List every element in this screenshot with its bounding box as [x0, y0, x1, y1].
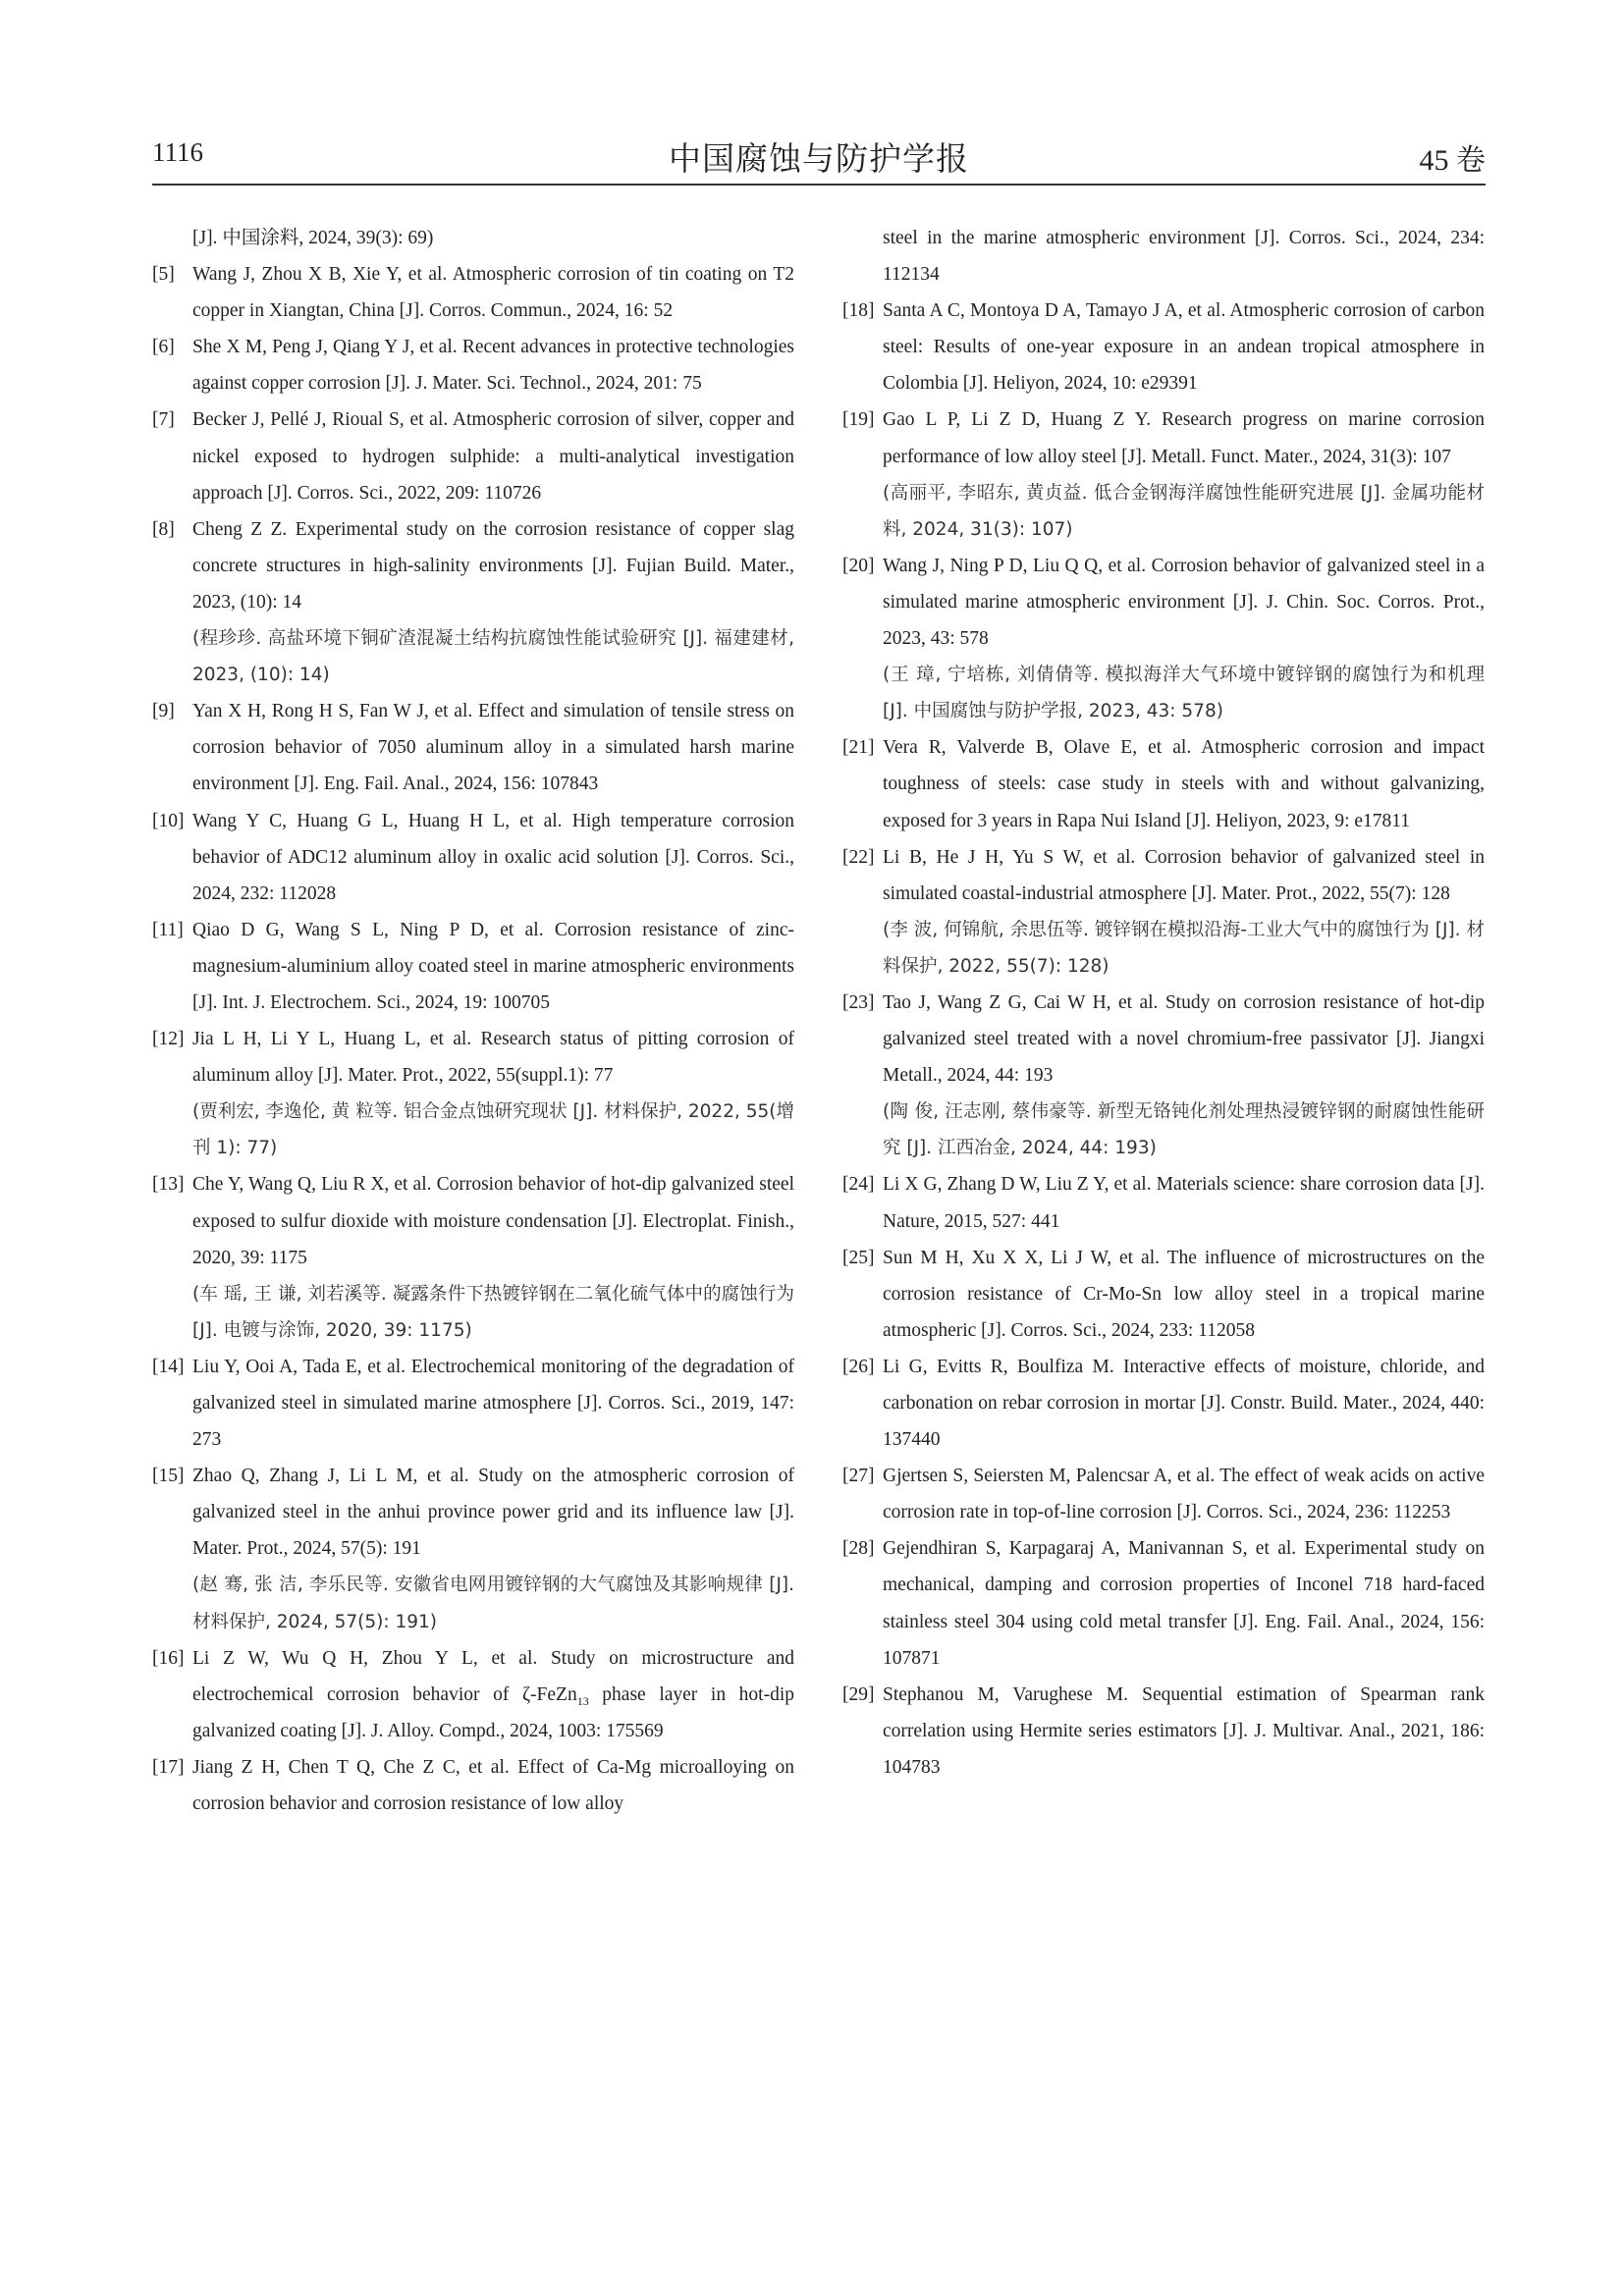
reference-number: [11] — [152, 919, 184, 940]
reference-text: Wang Y C, Huang G L, Huang H L, et al. High temperature corrosion behavior of ADC12 aluminum alloy in oxalic acid solution [J]. Corros. Sci., 2024, 232: 112028 — [192, 810, 794, 904]
reference-number: [14] — [152, 1356, 185, 1377]
reference-item — [842, 729, 1485, 838]
reference-chinese-text: (车 瑶, 王 谦, 刘若溪等. 凝露条件下热镀锌钢在二氧化硫气体中的腐蚀行为 [J]. 电镀与涂饰, 2020, 39: 1175) — [192, 1283, 794, 1341]
journal-title: 中国腐蚀与防护学报 — [669, 142, 969, 178]
reference-item — [152, 220, 794, 256]
reference-item — [152, 1640, 794, 1749]
reference-chinese-text: (高丽平, 李昭东, 黄贞益. 低合金钢海洋腐蚀性能研究进展 [J]. 金属功能材料, 2024, 31(3): 107) — [883, 482, 1485, 540]
reference-item — [842, 1240, 1485, 1349]
reference-text: Tao J, Wang Z G, Cai W H, et al. Study on corrosion resistance of hot-dip galvanized steel treated with a novel chromium-free passivator [J]. Jiangxi Metall., 2024, 44: 193 — [883, 991, 1485, 1087]
page-number: 1116 — [152, 137, 203, 167]
reference-text: Li X G, Zhang D W, Liu Z Y, et al. Materials science: share corrosion data [J]. Nature, 2015, 527: 441 — [883, 1174, 1485, 1232]
reference-number: [17] — [152, 1756, 185, 1778]
reference-chinese-text: (陶 俊, 汪志刚, 蔡伟豪等. 新型无铬钝化剂处理热浸镀锌钢的耐腐蚀性能研究 [J]. 江西冶金, 2024, 44: 193) — [883, 1101, 1485, 1159]
reference-text: Zhao Q, Zhang J, Li L M, et al. Study on the atmospheric corrosion of galvanized steel in the anhui province power grid and its influence law [J]. Mater. Prot., 2024, 57(5): 191 — [192, 1466, 794, 1560]
reference-item — [842, 839, 1485, 985]
reference-text: Gjertsen S, Seiersten M, Palencsar A, et al. The effect of weak acids on active corrosion rate in top-of-line corrosion [J]. Corros. Sci., 2024, 236: 112253 — [883, 1466, 1485, 1523]
reference-item — [152, 693, 794, 802]
reference-item — [152, 803, 794, 912]
reference-text: Qiao D G, Wang S L, Ning P D, et al. Corrosion resistance of zinc-magnesium-aluminium alloy coated steel in marine atmospheric environments [J]. Int. J. Electrochem. Sci., 2024, 19: 100705 — [192, 919, 794, 1013]
reference-number: [18] — [842, 300, 875, 322]
reference-number: [29] — [842, 1683, 875, 1705]
reference-text: [J]. 中国涂料, 2024, 39(3): 69) — [192, 228, 434, 248]
page-header — [152, 137, 1486, 183]
reference-number: [21] — [842, 737, 875, 759]
reference-number: [26] — [842, 1356, 875, 1377]
reference-number: [8] — [152, 518, 175, 540]
reference-item — [842, 548, 1485, 729]
reference-text: Liu Y, Ooi A, Tada E, et al. Electrochemical monitoring of the degradation of galvanized steel in simulated marine atmosphere [J]. Corros. Sci., 2019, 147: 273 — [192, 1356, 794, 1451]
reference-text: She X M, Peng J, Qiang Y J, et al. Recent advances in protective technologies against copper corrosion [J]. J. Mater. Sci. Technol., 2024, 201: 75 — [192, 337, 794, 395]
reference-item — [152, 1021, 794, 1166]
reference-number: [5] — [152, 264, 175, 286]
reference-number: [10] — [152, 810, 185, 831]
reference-chinese-text: (李 波, 何锦航, 余思伍等. 镀锌钢在模拟沿海-工业大气中的腐蚀行为 [J]. 材料保护, 2022, 55(7): 128) — [883, 919, 1485, 977]
reference-item — [152, 1166, 794, 1348]
reference-item — [152, 329, 794, 401]
reference-item — [152, 256, 794, 329]
reference-item — [842, 1458, 1485, 1530]
reference-text: Gejendhiran S, Karpagaraj A, Manivannan S, et al. Experimental study on mechanical, damping and corrosion properties of Inconel 718 hard-faced stainless steel 304 using cold metal transfer [J]. Eng. Fail. Anal., 2024, 156: 107871 — [883, 1538, 1485, 1669]
reference-number: [12] — [152, 1029, 185, 1050]
reference-text: Jiang Z H, Chen T Q, Che Z C, et al. Effect of Ca-Mg microalloying on corrosion behavior and corrosion resistance of low alloy — [192, 1756, 794, 1815]
reference-chinese-text: (程珍珍. 高盐环境下铜矿渣混凝土结构抗腐蚀性能试验研究 [J]. 福建建材, 2023, (10): 14) — [192, 628, 794, 686]
reference-text: Santa A C, Montoya D A, Tamayo J A, et al. Atmospheric corrosion of carbon steel: Results of one-year exposure in an andean tropical atmosphere in Colombia [J]. Heliyon, 2024, 10: e29391 — [883, 300, 1485, 395]
reference-number: [19] — [842, 409, 875, 431]
reference-text: Becker J, Pellé J, Rioual S, et al. Atmospheric corrosion of silver, copper and nickel exposed to hydrogen sulphide: a multi-analytical investigation approach [J]. Corros. Sci., 2022, 209: 110726 — [192, 409, 794, 504]
reference-column-left — [152, 220, 794, 1822]
reference-chinese-text: (王 璋, 宁培栋, 刘倩倩等. 模拟海洋大气环境中镀锌钢的腐蚀行为和机理 [J]. 中国腐蚀与防护学报, 2023, 43: 578) — [883, 665, 1485, 722]
reference-text: Li Z W, Wu Q H, Zhou Y L, et al. Study on microstructure and electrochemical corrosion behavior of ζ-FeZn — [192, 1647, 794, 1705]
reference-text: Gao L P, Li Z D, Huang Z Y. Research progress on marine corrosion performance of low alloy steel [J]. Metall. Funct. Mater., 2024, 31(3): 107 — [883, 409, 1485, 467]
reference-number: [25] — [842, 1247, 875, 1268]
reference-number: [28] — [842, 1538, 875, 1560]
reference-text: Wang J, Ning P D, Liu Q Q, et al. Corrosion behavior of galvanized steel in a simulated marine atmospheric environment [J]. J. Chin. Soc. Corros. Prot., 2023, 43: 578 — [883, 555, 1485, 650]
reference-item — [842, 1677, 1485, 1786]
reference-text: Li B, He J H, Yu S W, et al. Corrosion behavior of galvanized steel in simulated coastal-industrial atmosphere [J]. Mater. Prot., 2022, 55(7): 128 — [883, 846, 1485, 904]
reference-item — [152, 1349, 794, 1458]
subscript-text: 13 — [576, 1693, 589, 1708]
reference-item — [152, 1458, 794, 1639]
reference-number: [22] — [842, 846, 875, 868]
reference-text: Yan X H, Rong H S, Fan W J, et al. Effect and simulation of tensile stress on corrosion behavior of 7050 aluminum alloy in a simulated harsh marine environment [J]. Eng. Fail. Anal., 2024, 156: 107843 — [192, 701, 794, 795]
reference-number: [27] — [842, 1466, 875, 1487]
reference-number: [23] — [842, 991, 875, 1013]
reference-text: Vera R, Valverde B, Olave E, et al. Atmospheric corrosion and impact toughness of steels: case study in steels with and without galvanizing, exposed for 3 years in Rapa Nui Island [J]. Heliyon, 2023, 9: e17811 — [883, 737, 1485, 831]
reference-number: [24] — [842, 1174, 875, 1196]
reference-text: Cheng Z Z. Experimental study on the corrosion resistance of copper slag concrete structures in high-salinity environments [J]. Fujian Build. Mater., 2023, (10): 14 — [192, 518, 794, 613]
reference-text-continued: phase layer in hot-dip galvanized coating [J]. J. Alloy. Compd., 2024, 1003: 175569 — [192, 1683, 794, 1741]
header-rule — [152, 184, 1486, 186]
reference-text: Stephanou M, Varughese M. Sequential estimation of Spearman rank correlation using Hermite series estimators [J]. J. Multivar. Anal., 2021, 186: 104783 — [883, 1683, 1485, 1778]
reference-item — [842, 401, 1485, 547]
reference-item — [152, 1749, 794, 1822]
reference-text: Jia L H, Li Y L, Huang L, et al. Research status of pitting corrosion of aluminum alloy [J]. Mater. Prot., 2022, 55(suppl.1): 77 — [192, 1029, 794, 1087]
reference-text: steel in the marine atmospheric environment [J]. Corros. Sci., 2024, 234: 112134 — [883, 228, 1485, 286]
reference-item — [842, 293, 1485, 401]
reference-text: Wang J, Zhou X B, Xie Y, et al. Atmospheric corrosion of tin coating on T2 copper in Xiangtan, China [J]. Corros. Commun., 2024, 16: 52 — [192, 264, 794, 322]
reference-item — [152, 511, 794, 693]
reference-item — [842, 1530, 1485, 1676]
reference-number: [16] — [152, 1647, 185, 1669]
reference-text: Che Y, Wang Q, Liu R X, et al. Corrosion behavior of hot-dip galvanized steel exposed to sulfur dioxide with moisture condensation [J]. Electroplat. Finish., 2020, 39: 1175 — [192, 1174, 794, 1268]
reference-item — [842, 220, 1485, 293]
volume-label: 45 卷 — [1419, 144, 1486, 177]
reference-chinese-text: (赵 骞, 张 洁, 李乐民等. 安徽省电网用镀锌钢的大气腐蚀及其影响规律 [J]. 材料保护, 2024, 57(5): 191) — [192, 1575, 794, 1632]
reference-number: [13] — [152, 1174, 185, 1196]
reference-number: [7] — [152, 409, 175, 431]
reference-item — [152, 401, 794, 510]
reference-number: [15] — [152, 1466, 185, 1487]
reference-item — [152, 912, 794, 1021]
reference-item — [842, 1349, 1485, 1458]
reference-item — [842, 985, 1485, 1166]
reference-text: Li G, Evitts R, Boulfiza M. Interactive effects of moisture, chloride, and carbonation on rebar corrosion in mortar [J]. Constr. Build. Mater., 2024, 440: 137440 — [883, 1356, 1485, 1451]
reference-column-right — [842, 220, 1485, 1786]
reference-number: [6] — [152, 337, 175, 358]
reference-number: [9] — [152, 701, 175, 722]
reference-text: Sun M H, Xu X X, Li J W, et al. The influence of microstructures on the corrosion resistance of Cr-Mo-Sn low alloy steel in a tropical marine atmospheric [J]. Corros. Sci., 2024, 233: 112058 — [883, 1247, 1485, 1341]
reference-number: [20] — [842, 555, 875, 576]
reference-chinese-text: (贾利宏, 李逸伦, 黄 粒等. 铝合金点蚀研究现状 [J]. 材料保护, 2022, 55(增刊 1): 77) — [192, 1101, 794, 1159]
reference-item — [842, 1166, 1485, 1239]
